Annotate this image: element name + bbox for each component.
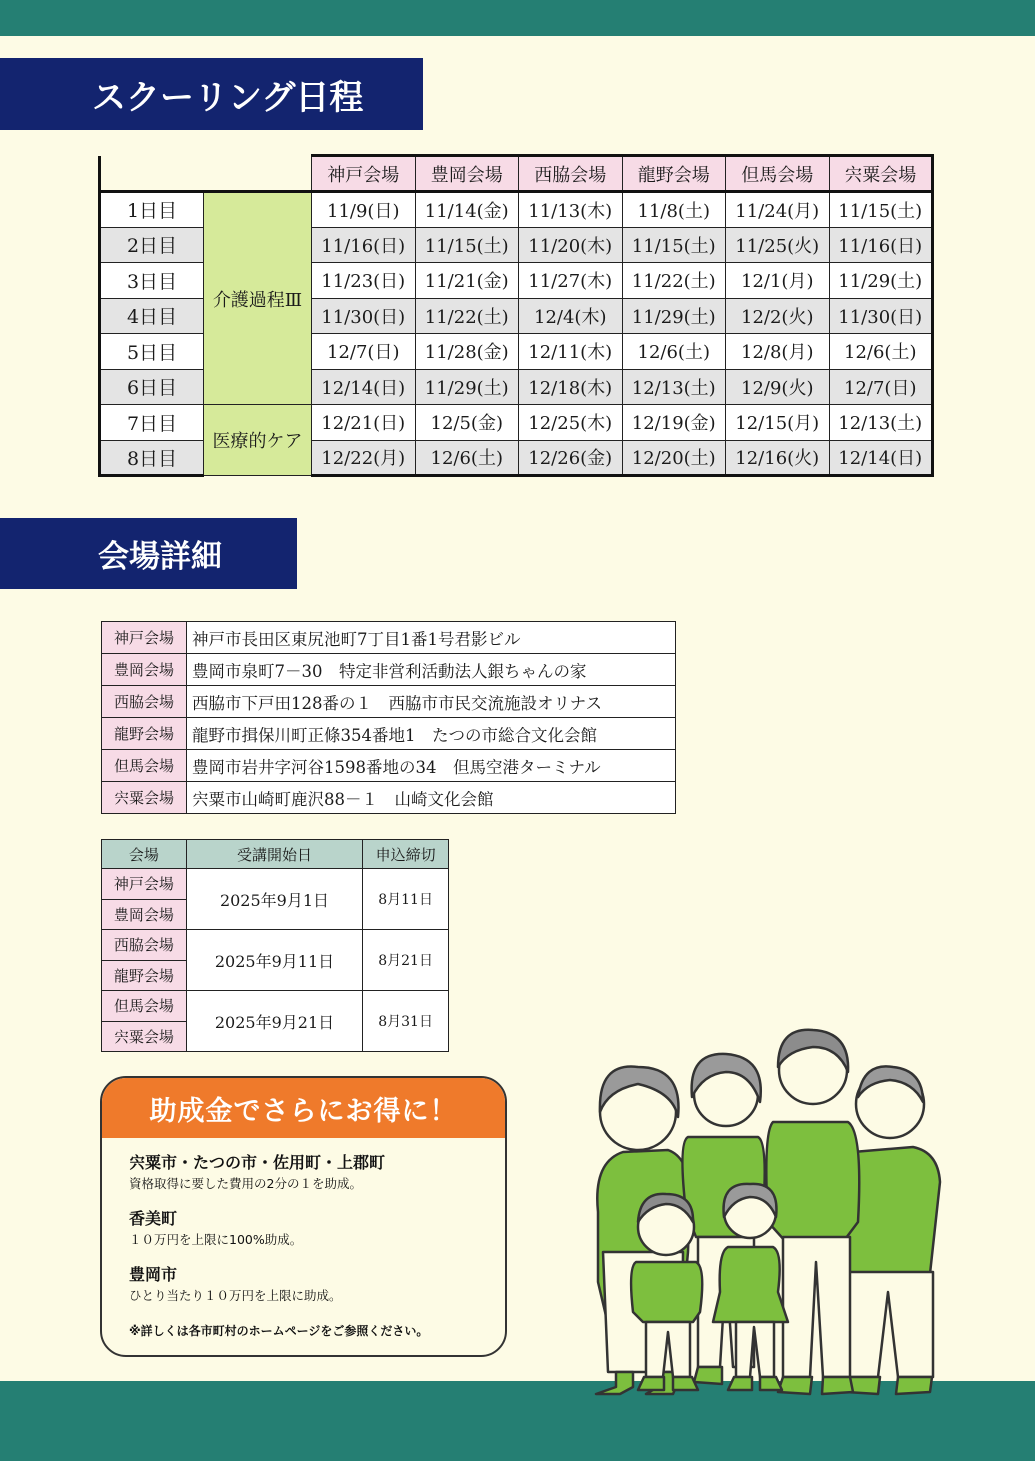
boy-figure (631, 1262, 702, 1322)
venue-row (102, 782, 676, 814)
subsidy-note: ※詳しくは各市町村のホームページをご参照ください。 (129, 1324, 429, 1338)
date-cell: 11/8(土) (622, 192, 726, 228)
date-cell: 11/29(土) (829, 263, 933, 299)
date-cell: 12/1(月) (726, 263, 830, 299)
date-cell: 12/11(木) (519, 334, 623, 370)
header-deadline: 申込締切 (363, 840, 449, 869)
date-cell: 11/23(日) (312, 263, 416, 299)
date-cell: 12/6(土) (415, 440, 519, 476)
start-row (102, 930, 449, 961)
start-date: 2025年9月1日 (186, 869, 362, 930)
date-cell: 12/8(月) (726, 334, 830, 370)
deadline: 8月21日 (363, 930, 449, 991)
start-date: 2025年9月21日 (186, 991, 362, 1052)
schedule-section-title: スクーリング日程 (0, 58, 423, 130)
day-label: 7日目 (100, 405, 204, 441)
subsidy-item (129, 1206, 302, 1248)
date-cell: 11/21(金) (415, 263, 519, 299)
family-illustration (578, 1022, 958, 1402)
date-cell: 12/5(金) (415, 405, 519, 441)
subsidy-item (129, 1262, 342, 1304)
deadline: 8月11日 (363, 869, 449, 930)
venue-header: 西脇会場 (519, 156, 623, 192)
date-cell: 11/15(土) (415, 227, 519, 263)
venue-header: 豊岡会場 (415, 156, 519, 192)
venue-header: 龍野会場 (622, 156, 726, 192)
course-label: 医療的ケア (204, 405, 312, 476)
venue-address: 神戸市長田区東尻池町7丁目1番1号君影ビル (187, 622, 676, 654)
venue-row (102, 686, 676, 718)
subsidy-title: 助成金でさらにお得に！ (102, 1078, 505, 1138)
deadline: 8月31日 (363, 991, 449, 1052)
top-band (0, 0, 1035, 36)
date-cell: 12/4(木) (519, 298, 623, 334)
start-venue: 龍野会場 (102, 960, 187, 991)
date-cell: 11/22(土) (622, 263, 726, 299)
day-label: 1日目 (100, 192, 204, 228)
date-cell: 11/27(木) (519, 263, 623, 299)
date-cell: 11/16(日) (829, 227, 933, 263)
start-venue: 豊岡会場 (102, 899, 187, 930)
date-cell: 11/28(金) (415, 334, 519, 370)
date-cell: 12/16(火) (726, 440, 830, 476)
schedule-table (98, 154, 934, 477)
venue-row (102, 622, 676, 654)
date-cell: 11/9(日) (312, 192, 416, 228)
date-cell: 12/6(土) (829, 334, 933, 370)
subsidy-heading: 宍粟市・たつの市・佐用町・上郡町 (129, 1153, 386, 1172)
venue-header: 神戸会場 (312, 156, 416, 192)
start-row (102, 869, 449, 900)
date-cell: 11/24(月) (726, 192, 830, 228)
course-label: 介護過程Ⅲ (204, 192, 312, 405)
date-cell: 12/13(土) (829, 405, 933, 441)
date-cell: 12/7(日) (312, 334, 416, 370)
start-date-table (101, 839, 449, 1052)
venue-name: 龍野会場 (102, 718, 187, 750)
date-cell: 11/30(日) (312, 298, 416, 334)
date-cell: 12/25(木) (519, 405, 623, 441)
date-cell: 12/19(金) (622, 405, 726, 441)
date-cell: 12/9(火) (726, 369, 830, 405)
schedule-row (100, 192, 933, 228)
venue-name: 神戸会場 (102, 622, 187, 654)
date-cell: 12/14(日) (829, 440, 933, 476)
date-cell: 12/26(金) (519, 440, 623, 476)
venue-name: 宍粟会場 (102, 782, 187, 814)
day-label: 8日目 (100, 440, 204, 476)
venue-address: 龍野市揖保川町正條354番地1 たつの市総合文化会館 (187, 718, 676, 750)
start-date: 2025年9月11日 (186, 930, 362, 991)
venue-address: 豊岡市泉町7－30 特定非営利活動法人銀ちゃんの家 (187, 654, 676, 686)
venue-address: 豊岡市岩井字河谷1598番地の34 但馬空港ターミナル (187, 750, 676, 782)
venue-section-title: 会場詳細 (0, 518, 297, 589)
subsidy-box (100, 1076, 507, 1357)
venue-address: 宍粟市山崎町鹿沢88－１ 山崎文化会館 (187, 782, 676, 814)
date-cell: 11/25(火) (726, 227, 830, 263)
day-label: 3日目 (100, 263, 204, 299)
header-start-date: 受講開始日 (186, 840, 362, 869)
date-cell: 12/21(日) (312, 405, 416, 441)
subsidy-text: 資格取得に要した費用の2分の１を助成。 (129, 1176, 362, 1191)
venue-header: 宍粟会場 (829, 156, 933, 192)
date-cell: 12/22(月) (312, 440, 416, 476)
subsidy-text: １０万円を上限に100%助成。 (129, 1232, 303, 1247)
venue-address: 西脇市下戸田128番の１ 西脇市市民交流施設オリナス (187, 686, 676, 718)
start-venue: 但馬会場 (102, 991, 187, 1022)
date-cell: 12/14(日) (312, 369, 416, 405)
day-label: 6日目 (100, 369, 204, 405)
day-label: 5日目 (100, 334, 204, 370)
start-venue: 神戸会場 (102, 869, 187, 900)
start-row (102, 991, 449, 1022)
father-figure (766, 1122, 859, 1242)
day-label: 4日目 (100, 298, 204, 334)
date-cell: 12/20(土) (622, 440, 726, 476)
schedule-row (100, 405, 933, 441)
date-cell: 11/16(日) (312, 227, 416, 263)
start-venue: 宍粟会場 (102, 1021, 187, 1052)
date-cell: 11/30(日) (829, 298, 933, 334)
date-cell: 11/20(木) (519, 227, 623, 263)
subsidy-item (129, 1150, 385, 1192)
date-cell: 12/15(月) (726, 405, 830, 441)
subsidy-heading: 香美町 (129, 1209, 178, 1228)
venue-detail-table (101, 621, 676, 814)
venue-name: 豊岡会場 (102, 654, 187, 686)
day-label: 2日目 (100, 227, 204, 263)
date-cell: 12/7(日) (829, 369, 933, 405)
date-cell: 11/15(土) (622, 227, 726, 263)
girl-figure (713, 1247, 788, 1322)
venue-row (102, 654, 676, 686)
subsidy-text: ひとり当たり１０万円を上限に助成。 (129, 1288, 342, 1303)
venue-row (102, 750, 676, 782)
start-venue: 西脇会場 (102, 930, 187, 961)
date-cell: 11/29(土) (622, 298, 726, 334)
date-cell: 12/13(土) (622, 369, 726, 405)
venue-name: 但馬会場 (102, 750, 187, 782)
venue-header: 但馬会場 (726, 156, 830, 192)
venue-name: 西脇会場 (102, 686, 187, 718)
date-cell: 11/13(木) (519, 192, 623, 228)
subsidy-heading: 豊岡市 (129, 1265, 178, 1284)
blank-corner (100, 156, 312, 192)
date-cell: 12/2(火) (726, 298, 830, 334)
date-cell: 11/15(土) (829, 192, 933, 228)
date-cell: 12/18(木) (519, 369, 623, 405)
venue-row (102, 718, 676, 750)
date-cell: 12/6(土) (622, 334, 726, 370)
header-venue: 会場 (102, 840, 187, 869)
date-cell: 11/22(土) (415, 298, 519, 334)
date-cell: 11/29(土) (415, 369, 519, 405)
date-cell: 11/14(金) (415, 192, 519, 228)
